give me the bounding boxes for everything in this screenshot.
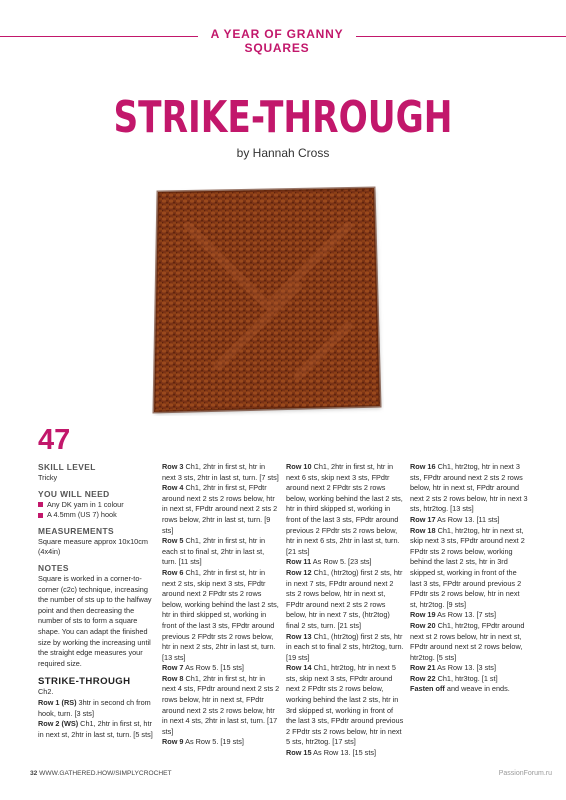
- measurements-heading: MEASUREMENTS: [38, 525, 114, 536]
- pattern-row: Row 20 Ch1, htr2tog, FPdtr around next st 2 rows below, htr in next st, FPdtr around next st 2 rows below, htr2tog. [5 sts]: [410, 620, 525, 662]
- series-header: [0, 26, 566, 55]
- pattern-row: Row 10 Ch1, 2htr in first st, htr in next 6 sts, skip next 3 sts, FPdtr around next 2 FPdtr sts 2 rows below, working behind the last 2 sts, htr in third skipped st, working in front of the last 3 sts, FPdtr around previous 2 FPdtr sts 2 rows below, htr in next 6 sts, 2htr in last st, turn. [21 sts]: [286, 462, 403, 556]
- pattern-row: Row 3 Ch1, 2htr in first st, htr in next 3 sts, 2htr in last st, turn. [7 sts]: [162, 462, 279, 482]
- page-number: 32: [30, 770, 38, 777]
- skill-value: Tricky: [38, 473, 58, 482]
- pattern-row: Row 13 Ch1, (htr2tog) first 2 sts, htr in each st to final 2 sts, htr2tog, turn. [19 sts]: [286, 631, 404, 662]
- pattern-row: Row 19 As Row 13. [7 sts]: [410, 610, 496, 620]
- pattern-row: Row 12 Ch1, (htr2tog) first 2 sts, htr in next 7 sts, FPdtr around next 2 sts 2 rows below, htr in next st, FPdtr around next 2 sts 2 rows below, htr in next 7 sts, (htr2tog) final 2 sts, turn. [21 sts]: [286, 567, 403, 630]
- column-1: [38, 462, 156, 740]
- pattern-row: Row 2 (WS) Ch1, 2htr in first st, htr in next st, 2htr in last st, turn. [5 sts]: [38, 719, 153, 739]
- pattern-number: 47: [38, 424, 71, 456]
- pattern-heading: STRIKE-THROUGH: [38, 676, 131, 688]
- series-title: A YEAR OF GRANNY SQUARES: [210, 27, 344, 55]
- pattern-row: Row 14 Ch1, htr2tog, htr in next 5 sts, skip next 3 sts, FPdtr around next 2 FPdtr sts 2 rows below, working behind the last 2 sts, htr in 3rd skipped st, working in front of the last 3 sts, FPdtr around previous 2 FPdtr sts 2 rows below, htr in next 5 sts, htr2tog. [17 sts]: [286, 663, 404, 747]
- pattern-row: Row 21 As Row 13. [3 sts]: [410, 663, 496, 673]
- column-2: [162, 462, 280, 748]
- pattern-row: Row 15 As Row 13. [15 sts]: [286, 748, 377, 758]
- watermark: PassionForum.ru: [498, 770, 552, 777]
- swatch-photo: [148, 186, 384, 416]
- need-heading: YOU WILL NEED: [38, 488, 110, 499]
- need-item: Any DK yarn in 1 colour: [38, 500, 156, 511]
- need-item: A 4.5mm (US 7) hook: [38, 510, 156, 521]
- pattern-row: Row 4 Ch1, 2htr in first st, FPdtr around next 2 sts 2 rows below, htr in next st, FPdtr around next 2 sts 2 rows below, 2htr in last st, turn. [9 sts]: [162, 483, 278, 535]
- bullet-icon: [38, 513, 43, 518]
- pattern-row: Row 9 As Row 5. [19 sts]: [162, 737, 244, 747]
- pattern-row: Row 6 Ch1, 2htr in first st, htr in next 2 sts, skip next 3 sts, FPdtr around next 2 FPdtr sts 2 rows below, working behind the last 2 sts, htr in third skipped st, working in front of the last 3 sts, FPdtr around previous 2 FPdtr sts 2 rows below, htr in next 2 sts, 2htr in last st, turn. [13 sts]: [162, 567, 279, 662]
- notes-text: Square is worked in a corner-to-corner (c2c) technique, increasing the number of sts up to the halfway point and then decreasing the number of sts to form a square shape. You can adapt the finished size by working the increasing until the straight edge measures your required size.: [38, 573, 152, 668]
- pattern-row: Row 7 As Row 5. [15 sts]: [162, 663, 244, 673]
- pattern-row: Row 22 Ch1, htr3tog. [1 st]: [410, 673, 498, 683]
- pattern-row: Row 18 Ch1, htr2tog, htr in next st, skip next 3 sts, FPdtr around next 2 FPdtr sts 2 rows below, working behind the last 2 sts, htr in 3rd skipped st, working in front of the last 3 sts, FPdtr around previous 2 FPdtr sts 2 rows below, htr in next st, htr2tog. [9 sts]: [410, 525, 525, 609]
- page-footer: [30, 770, 172, 777]
- byline: by Hannah Cross: [236, 146, 330, 160]
- pattern-intro: Ch2.: [38, 687, 54, 697]
- column-4: [410, 462, 528, 695]
- notes-heading: NOTES: [38, 562, 69, 573]
- footer-url[interactable]: WWW.GATHERED.HOW/SIMPLYCROCHET: [37, 770, 172, 777]
- pattern-title: STRIKE-THROUGH: [113, 92, 453, 143]
- measurements-text: Square measure approx 10x10cm (4x4in): [38, 536, 148, 557]
- pattern-row: Row 1 (RS) 3htr in second ch from hook, turn. [3 sts]: [38, 697, 151, 718]
- pattern-row: Row 8 Ch1, 2htr in first st, htr in next 4 sts, FPdtr around next 2 sts 2 rows below, htr in next st, FPdtr around next 2 sts 2 rows below, htr in next 4 sts, 2htr in last st, turn. [17 sts]: [162, 673, 280, 736]
- bullet-icon: [38, 502, 43, 507]
- pattern-row: Row 5 Ch1, 2htr in first st, htr in each st to final st, 2htr in last st, turn. [11 sts]: [162, 536, 266, 567]
- header-rule-right: [356, 36, 566, 37]
- pattern-row: Row 11 As Row 5. [23 sts]: [286, 557, 372, 567]
- column-3: [286, 462, 404, 759]
- pattern-row: Row 16 Ch1, htr2tog, htr in next 3 sts, FPdtr around next 2 sts 2 rows below, htr in next st, FPdtr around next 2 sts 2 rows below, htr in next 3 sts, htr2tog. [13 sts]: [410, 462, 528, 514]
- header-rule-left: [0, 36, 198, 37]
- pattern-row: Row 17 As Row 13. [11 sts]: [410, 514, 500, 524]
- skill-heading: SKILL LEVEL: [38, 462, 96, 472]
- pattern-row: Fasten off and weave in ends.: [410, 684, 510, 694]
